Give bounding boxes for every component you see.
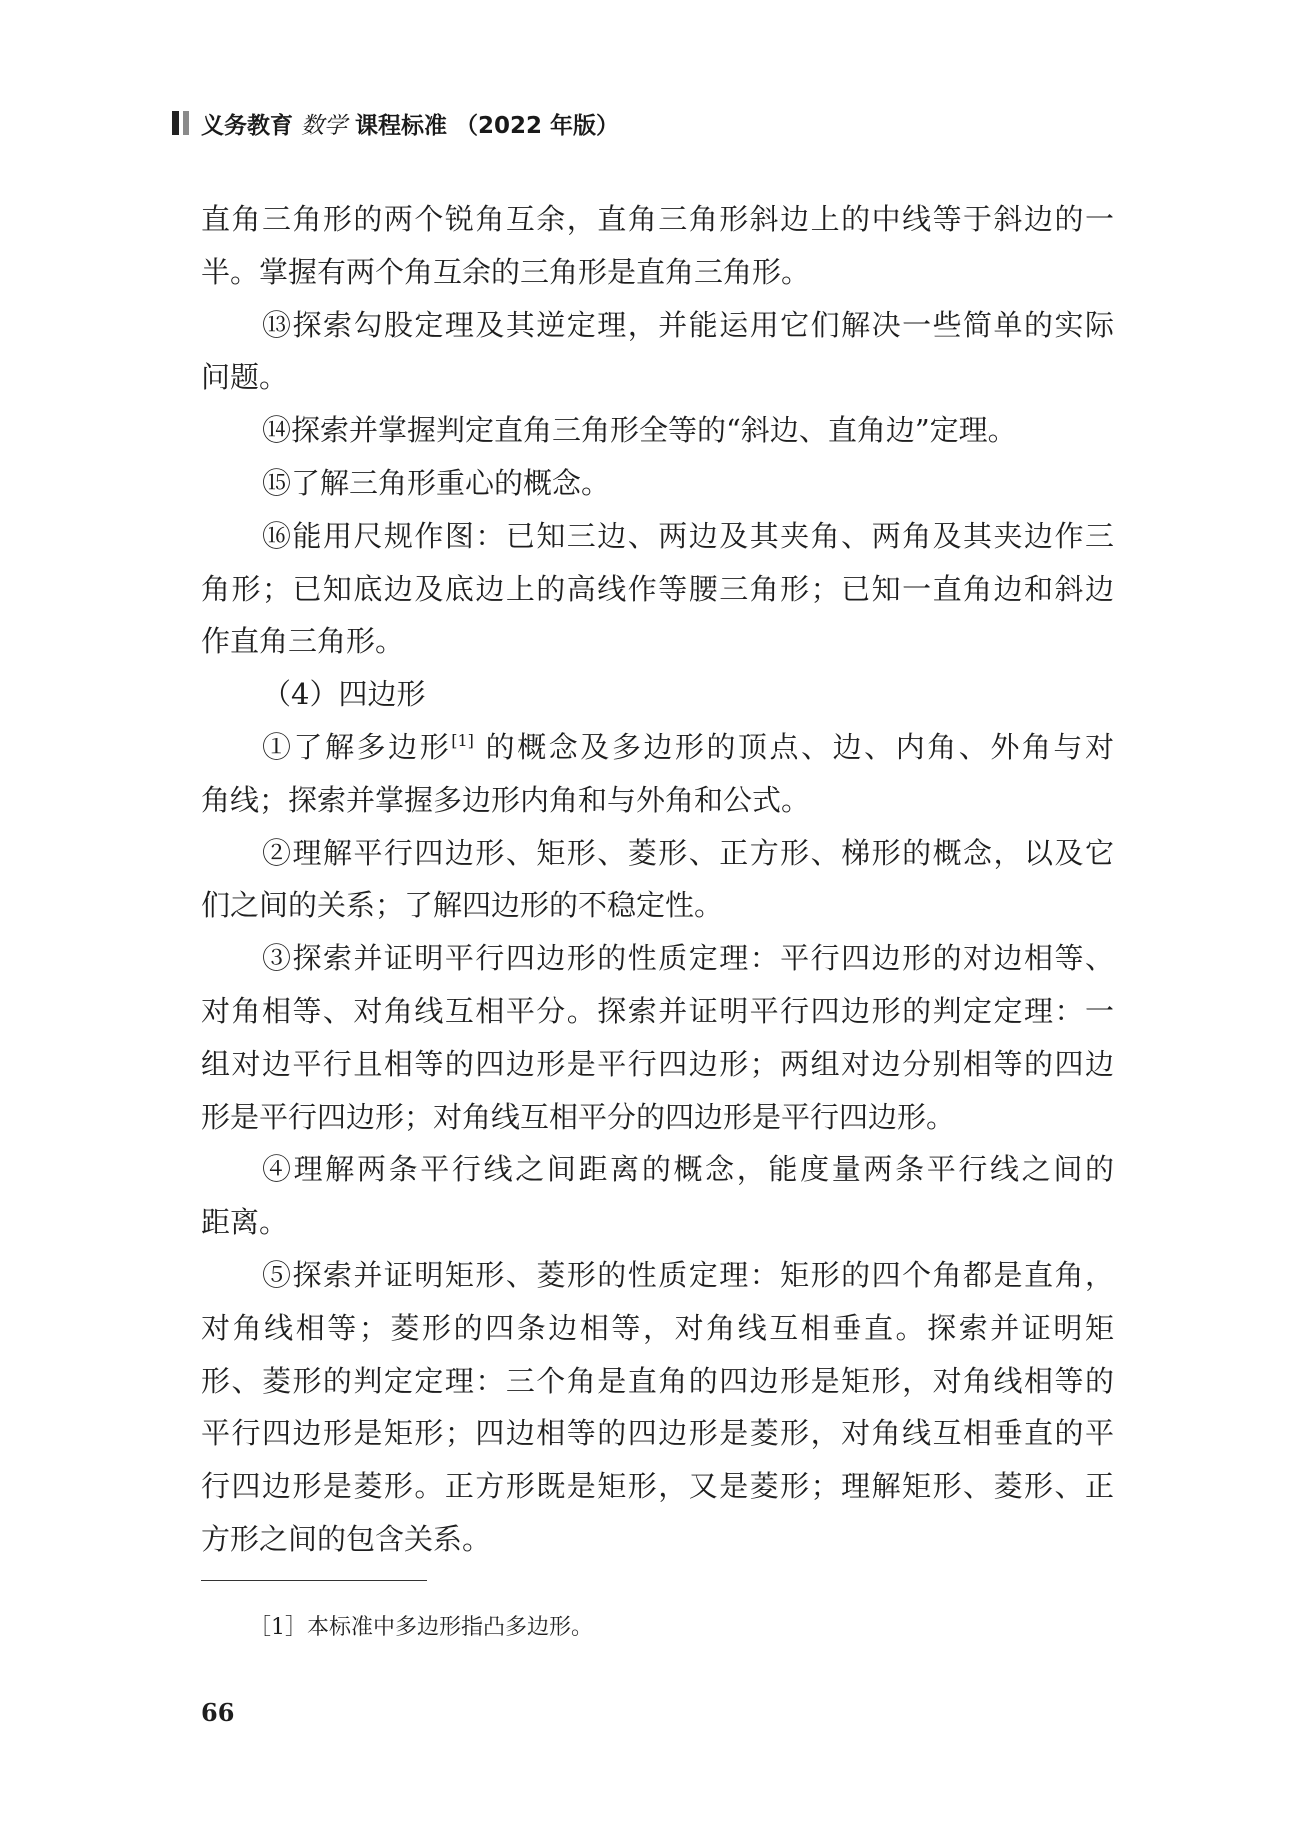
text-line: 方形之间的包含关系。 (201, 1521, 492, 1556)
header-bar-mark (172, 111, 179, 135)
body-text (201, 193, 1114, 1566)
page-number: 66 (201, 1698, 235, 1727)
text-line: 们之间的关系；了解四边形的不稳定性。 (201, 888, 724, 923)
footnote-text: 本标准中多边形指凸多边形。 (307, 1615, 594, 1640)
text-line: ②理解平行四边形、矩形、菱形、正方形、梯形的概念，以及它 (262, 835, 1114, 870)
paragraph (201, 299, 1114, 405)
text-line: 形、菱形的判定定理：三个角是直角的四边形是矩形，对角线相等的 (201, 1363, 1114, 1398)
paragraph (201, 1143, 1114, 1249)
header-title-part1: 义务教育 (201, 112, 293, 139)
text-line: ⑯能用尺规作图：已知三边、两边及其夹角、两角及其夹边作三 (262, 518, 1114, 553)
section-heading (201, 668, 1114, 721)
footnote-divider (201, 1580, 427, 1581)
text-line-start: ①了解多边形 (262, 729, 452, 764)
text-line: ⑮了解三角形重心的概念。 (262, 465, 611, 500)
paragraph (201, 510, 1114, 668)
text-line: 形是平行四边形；对角线互相平分的四边形是平行四边形。 (201, 1099, 956, 1134)
paragraph (201, 1249, 1114, 1566)
text-line: ⑭探索并掌握判定直角三角形全等的“斜边、直角边”定理。 (262, 413, 1017, 448)
running-header (172, 108, 619, 138)
text-line: 问题。 (201, 360, 289, 395)
text-line: ④理解两条平行线之间距离的概念，能度量两条平行线之间的 (262, 1152, 1114, 1187)
text-line: ⑬探索勾股定理及其逆定理，并能运用它们解决一些简单的实际 (262, 307, 1114, 342)
header-edition: （2022 年版） (455, 112, 620, 139)
footnote-reference: [1] (451, 730, 474, 750)
section-heading-text: （4）四边形 (262, 677, 426, 712)
paragraph (201, 457, 1114, 510)
text-line: 组对边平行且相等的四边形是平行四边形；两组对边分别相等的四边 (201, 1046, 1114, 1081)
text-line: ⑤探索并证明矩形、菱形的性质定理：矩形的四个角都是直角， (262, 1257, 1114, 1292)
text-line-end: 的概念及多边形的顶点、边、内角、外角与对 (473, 729, 1114, 764)
paragraph (201, 827, 1114, 933)
text-line: 距离。 (201, 1205, 289, 1240)
footnote (249, 1612, 593, 1644)
text-line: ③探索并证明平行四边形的性质定理：平行四边形的对边相等、 (262, 941, 1114, 976)
text-line: 半。掌握有两个角互余的三角形是直角三角形。 (201, 254, 811, 289)
paragraph (201, 404, 1114, 457)
header-title (201, 107, 619, 140)
text-line: 角形；已知底边及底边上的高线作等腰三角形；已知一直角边和斜边 (201, 571, 1114, 606)
text-line: 直角三角形的两个锐角互余，直角三角形斜边上的中线等于斜边的一 (201, 202, 1114, 236)
text-line: 对角相等、对角线互相平分。探索并证明平行四边形的判定定理：一 (201, 993, 1114, 1028)
text-line: 对角线相等；菱形的四条边相等，对角线互相垂直。探索并证明矩 (201, 1310, 1114, 1345)
text-line: 作直角三角形。 (201, 624, 405, 659)
paragraph (201, 932, 1114, 1143)
header-title-subject: 数学 (301, 112, 347, 139)
paragraph (201, 721, 1114, 827)
text-line (201, 721, 1114, 774)
text-line: 行四边形是菱形。正方形既是矩形，又是菱形；理解矩形、菱形、正 (201, 1469, 1114, 1504)
text-line: 平行四边形是矩形；四边相等的四边形是菱形，对角线互相垂直的平 (201, 1416, 1114, 1451)
text-line: 角线；探索并掌握多边形内角和与外角和公式。 (201, 782, 811, 817)
header-bar-mark-light (183, 111, 189, 135)
footnote-marker: ［1］ (249, 1615, 307, 1640)
paragraph (201, 193, 1114, 299)
header-title-part2: 课程标准 (355, 112, 447, 139)
